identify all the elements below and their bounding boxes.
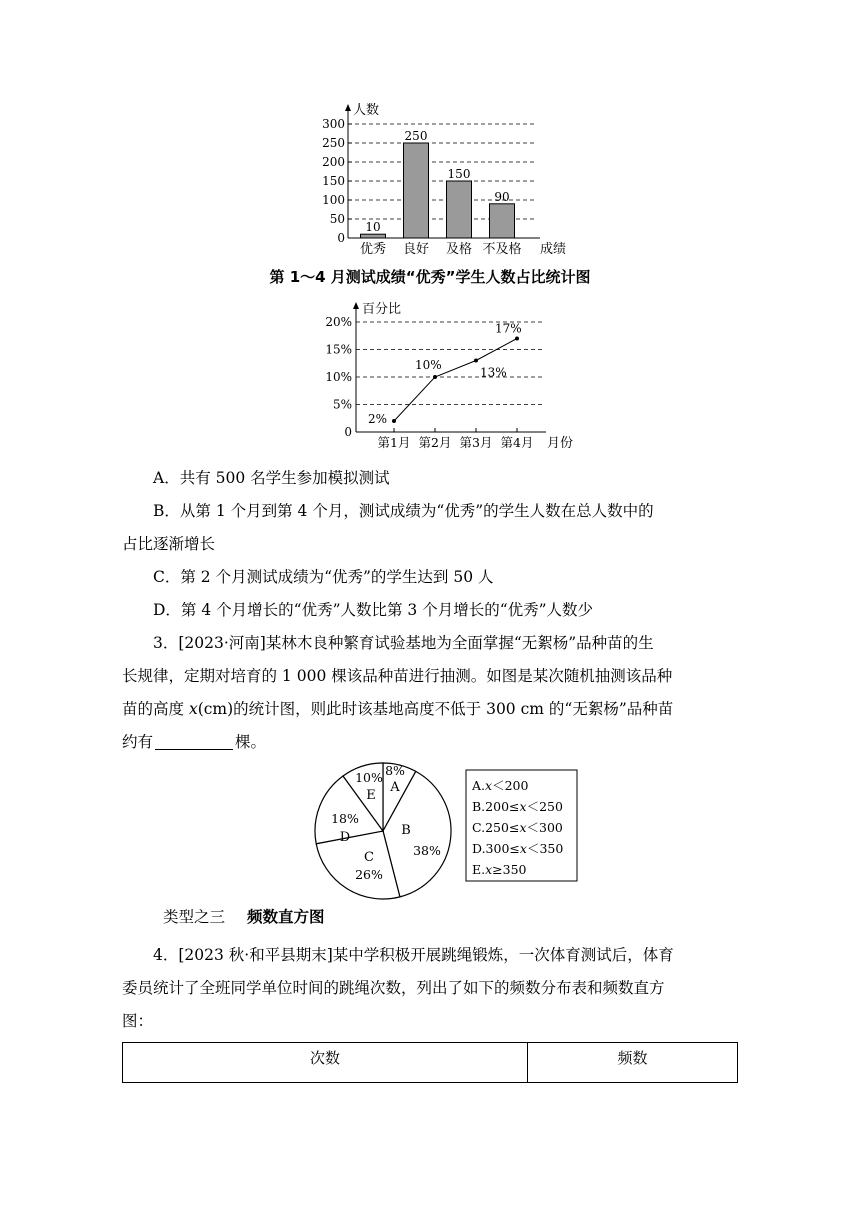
pie-slice-pct: 8% [385,763,405,778]
line-point [515,337,519,341]
bar-良好 [404,143,429,238]
pie-legend-item: E.x≥350 [472,862,527,877]
pie-slice-pct: 18% [331,811,359,826]
line-category-label: 第2月 [418,435,452,450]
bar-value-label: 250 [404,129,428,143]
q3-var-x: x [188,700,198,718]
table-header-frequency: 频数 [528,1043,738,1083]
bar-y-tick-label: 50 [329,212,345,226]
bar-y-tick-label: 300 [322,117,345,131]
pie-legend-item: C.250≤x＜300 [472,820,563,835]
bar-chart [318,98,588,264]
option-d: D．第 4 个月增长的“优秀”人数比第 3 个月增长的“优秀”人数少 [153,601,594,619]
line-category-label: 第3月 [459,435,493,450]
q3-line4-a: 约有 [122,733,154,751]
pie-slice-pct: 26% [355,867,383,882]
line-category-label: 第1月 [377,435,411,450]
line-y-tick-label: 0 [344,425,352,439]
bar-y-tick-label: 100 [322,193,345,207]
line-series [394,339,517,422]
bar-chart-svg [318,98,588,260]
section-label: 类型之三 [163,908,226,926]
bar-不及格 [490,204,515,238]
line-y-arrow [353,302,359,309]
pie-slice-pct: 38% [413,843,441,858]
bar-优秀 [361,234,386,238]
line-point [474,359,478,363]
q3-line3 [122,693,734,726]
q4-line2: 委员统计了全班同学单位时间的跳绳次数，列出了如下的频数分布表和频数直方 [122,979,665,997]
line-point [433,375,437,379]
q3-line3-a: 苗的高度 [122,700,189,718]
bar-及格 [447,181,472,238]
bar-category-label: 不及格 [482,242,522,257]
pie-chart [300,760,590,904]
pie-legend-item: B.200≤x＜250 [472,799,563,814]
pie-slice-label: E [366,788,376,803]
q3-line4 [122,726,734,759]
bar-category-label: 及格 [445,242,473,257]
pie-legend-item: A.x＜200 [472,778,529,793]
line-value-label: 10% [415,358,442,372]
bar-value-label: 10 [365,220,381,235]
table-header-row [123,1043,738,1083]
q3-line1: 3．[2023·河南]某林木良种繁育试验基地为全面掌握“无絮杨”品种苗的生 [153,634,654,652]
bar-value-label: 90 [494,189,510,204]
q3-line4-b: 棵。 [235,733,267,751]
bar-y-arrow [345,104,351,111]
line-chart-svg [325,298,584,454]
line-y-tick-label: 15% [325,342,352,357]
line-category-label: 第4月 [500,435,534,450]
bar-y-tick-label: 0 [337,231,345,245]
pie-slice-label: C [364,850,374,865]
q3-line3-b: (cm)的统计图，则此时该基地高度不低于 300 cm 的“无絮杨”品种苗 [197,700,674,718]
bar-x-axis-label: 成绩 [540,242,567,257]
pie-chart-svg [300,760,590,900]
pie-legend-item: D.300≤x＜350 [472,841,564,856]
option-b-line1: B．从第 1 个月到第 4 个月，测试成绩为“优秀”的学生人数在总人数中的 [153,502,654,520]
line-y-axis-label: 百分比 [362,302,402,317]
frequency-table [122,1042,738,1083]
line-value-label: 17% [495,321,522,336]
line-x-axis-label: 月份 [547,436,574,451]
option-c: C．第 2 个月测试成绩为“优秀”的学生达到 50 人 [153,568,494,586]
section-heading [163,905,325,927]
pie-slice-label: B [401,823,411,838]
bar-category-label: 良好 [402,242,430,257]
section-title: 频数直方图 [247,908,325,926]
pie-slice-pct: 10% [355,770,383,785]
pie-slice-label: A [390,780,400,795]
line-y-tick-label: 20% [325,315,352,329]
table-header-count: 次数 [123,1043,528,1083]
option-b-line2: 占比逐渐增长 [122,535,216,553]
bar-value-label: 150 [447,167,471,181]
line-point [392,419,396,423]
q4-line1: 4．[2023 秋·和平县期末]某中学积极开展跳绳锻炼，一次体育测试后，体育 [153,946,674,964]
line-value-label: 2% [368,412,388,426]
bar-y-tick-label: 150 [322,174,345,188]
bar-y-tick-label: 250 [322,136,345,150]
answer-blank[interactable] [155,733,233,750]
line-chart-title: 第 1～4 月测试成绩“优秀”学生人数占比统计图 [269,268,591,286]
bar-category-label: 优秀 [359,242,387,257]
q3-line2: 长规律，定期对培育的 1 000 棵该品种苗进行抽测。如图是某次随机抽测该品种 [122,667,673,685]
bar-y-axis-label: 人数 [353,103,380,118]
q4-line3: 图： [122,1012,154,1030]
line-y-tick-label: 10% [325,370,352,384]
pie-slice-label: D [339,830,351,845]
line-y-tick-label: 5% [332,397,352,412]
option-a: A．共有 500 名学生参加模拟测试 [153,469,390,487]
line-chart [325,298,584,458]
bar-y-tick-label: 200 [322,155,345,169]
line-value-label: 13% [480,365,507,380]
